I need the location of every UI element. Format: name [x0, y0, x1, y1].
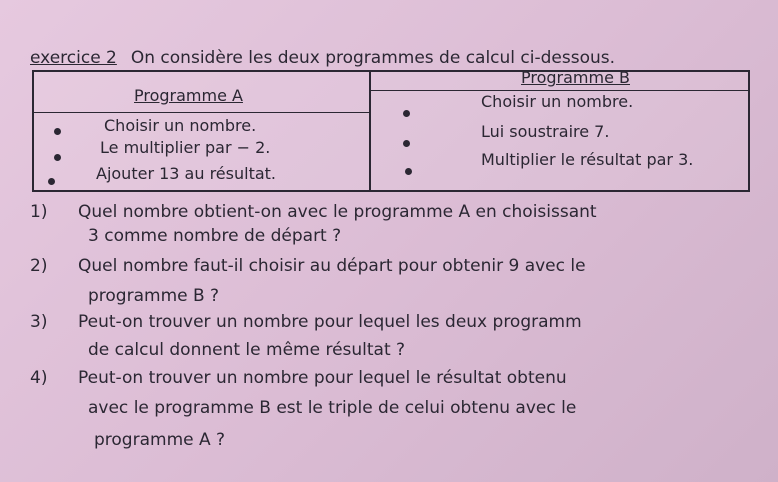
- bullet-icon: [48, 178, 55, 185]
- program-a-step-1: Choisir un nombre.: [104, 116, 257, 135]
- program-b-title-rule: [371, 90, 748, 91]
- program-a-title-rule: [34, 112, 369, 113]
- program-a-title: Programme A: [134, 86, 243, 105]
- question-text: Peut-on trouver un nombre pour lequel le résultat obtenu: [78, 368, 567, 388]
- question-number: 4): [30, 368, 48, 388]
- program-a-step-3: Ajouter 13 au résultat.: [96, 164, 277, 183]
- question-number: 3): [30, 312, 48, 332]
- question-number: 2): [30, 256, 48, 276]
- bullet-icon: [405, 168, 412, 175]
- program-b-title: Programme B: [521, 68, 630, 87]
- question-text: Quel nombre faut-il choisir au départ pour obtenir 9 avec le: [78, 256, 586, 276]
- exercise-intro: On considère les deux programmes de calcul ci-dessous.: [130, 48, 616, 68]
- question-text: Peut-on trouver un nombre pour lequel les deux programm: [78, 312, 582, 332]
- program-b-column: [371, 68, 748, 190]
- bullet-icon: [54, 128, 61, 135]
- program-b-step-1: Choisir un nombre.: [481, 92, 634, 111]
- exercise-label: exercice 2: [30, 48, 117, 68]
- program-b-step-2: Lui soustraire 7.: [481, 122, 610, 141]
- bullet-icon: [403, 140, 410, 147]
- question-text-cont: 3 comme nombre de départ ?: [88, 226, 342, 246]
- exercise-heading: [30, 48, 615, 68]
- question-text: Quel nombre obtient-on avec le programme A en choisissant: [78, 202, 597, 222]
- question-text-cont: programme B ?: [88, 286, 220, 306]
- question-text-cont: de calcul donnent le même résultat ?: [88, 340, 406, 360]
- bullet-icon: [54, 154, 61, 161]
- question-number: 1): [30, 202, 48, 222]
- question-text-cont: avec le programme B est le triple de celui obtenu avec le: [88, 398, 577, 418]
- program-a-column: [34, 72, 369, 190]
- program-b-step-3: Multiplier le résultat par 3.: [481, 150, 694, 169]
- question-text-cont: programme A ?: [94, 430, 226, 450]
- bullet-icon: [403, 110, 410, 117]
- program-a-step-2: Le multiplier par − 2.: [100, 138, 271, 157]
- programs-table: [32, 70, 750, 192]
